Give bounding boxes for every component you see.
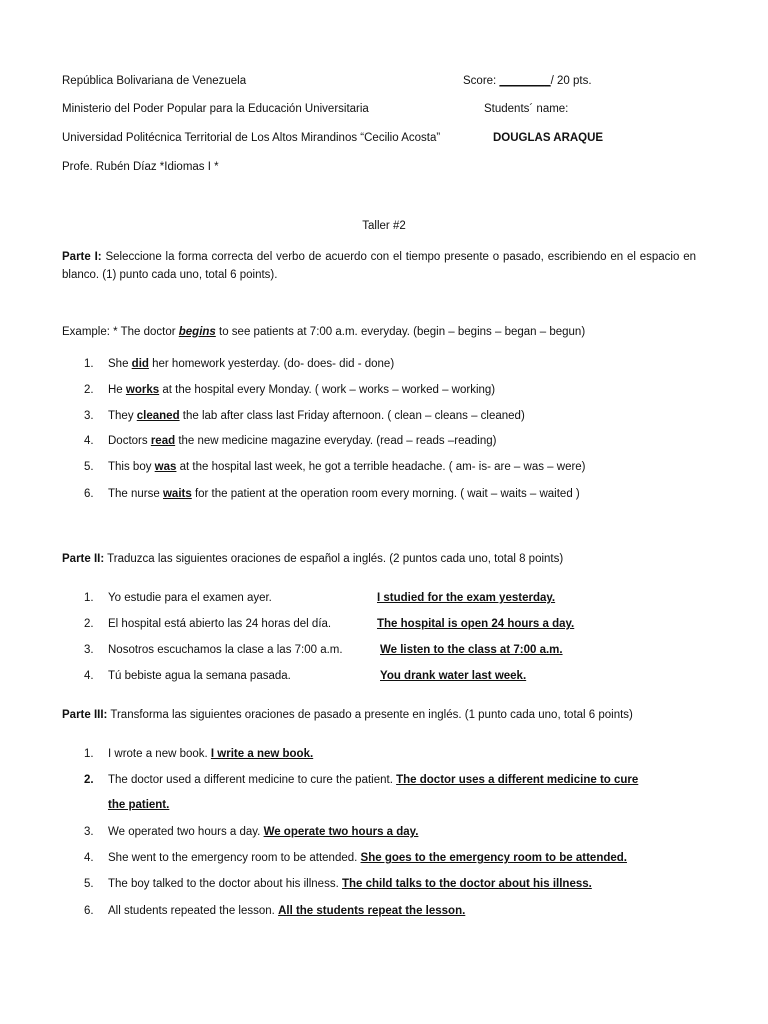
item-number: 4.: [84, 670, 94, 682]
example-prefix: Example: * The doctor: [62, 326, 179, 338]
header-professor: Profe. Rubén Díaz *Idiomas I *: [62, 161, 219, 173]
item-number: 2.: [84, 618, 94, 630]
score-suffix: / 20 pts.: [550, 75, 592, 87]
item-number: 1.: [84, 358, 94, 370]
item-spanish: Yo estudie para el examen ayer.: [108, 592, 272, 604]
item-sentence: She went to the emergency room to be attended.: [108, 852, 361, 864]
item-sentence: I wrote a new book.: [108, 748, 211, 760]
score-line: [463, 75, 592, 87]
item-answer: cleaned: [136, 410, 180, 422]
item-suffix: for the patient at the operation room every morning. ( wait – waits – waited ): [191, 488, 580, 500]
item-answer: I write a new book.: [210, 748, 314, 760]
item-number: 3.: [84, 410, 94, 422]
item-sentence: The doctor used a different medicine to cure the patient.: [108, 774, 397, 786]
item-answer: read: [150, 435, 176, 447]
item-number: 1.: [84, 592, 94, 604]
part1-item: [84, 461, 586, 473]
part1-item: [84, 358, 394, 370]
item-prefix: He: [108, 384, 126, 396]
part1-instruction-text: Seleccione la forma correcta del verbo de acuerdo con el tiempo presente o pasado, escribiendo en el espacio en blanco. (1) punto cada uno, total 6 points).: [62, 251, 696, 281]
worksheet-title: Taller #2: [362, 220, 406, 232]
item-answer: was: [154, 461, 177, 473]
part1-item: [84, 410, 525, 422]
student-name: DOUGLAS ARAQUE: [493, 132, 604, 144]
item-answer: works: [125, 384, 160, 396]
item-number: 1.: [84, 748, 94, 760]
part3-instruction-text: Transforma las siguientes oraciones de pasado a presente en inglés. (1 punto cada uno, total 6 points): [107, 709, 633, 721]
example-verb: begins: [178, 326, 216, 338]
item-suffix: her homework yesterday. (do- does- did - done): [148, 358, 395, 370]
part3-label: Parte III:: [62, 709, 108, 721]
item-suffix: the new medicine magazine everyday. (read – reads –reading): [175, 435, 497, 447]
part1-item: [84, 384, 495, 396]
part1-instruction: [62, 248, 696, 284]
part2-item: [84, 592, 272, 604]
part2-label: Parte II:: [62, 553, 105, 565]
students-name-label: Students´ name:: [484, 103, 569, 115]
item-number: 6.: [84, 488, 94, 500]
part2-answer: You drank water last week.: [380, 670, 527, 682]
item-answer: The child talks to the doctor about his illness.: [341, 878, 592, 890]
item-number: 4.: [84, 852, 94, 864]
item-sentence: We operated two hours a day.: [108, 826, 264, 838]
item-prefix: The nurse: [108, 488, 163, 500]
item-prefix: Doctors: [108, 435, 151, 447]
item-answer: did: [131, 358, 149, 370]
score-blank: ________: [499, 75, 551, 87]
item-answer: She goes to the emergency room to be attended.: [360, 852, 627, 864]
item-spanish: Tú bebiste agua la semana pasada.: [108, 670, 291, 682]
item-suffix: the lab after class last Friday afternoon. ( clean – cleans – cleaned): [179, 410, 525, 422]
item-number: 6.: [84, 905, 94, 917]
item-prefix: She: [108, 358, 132, 370]
part1-item: [84, 435, 496, 447]
item-prefix: This boy: [108, 461, 155, 473]
item-suffix: at the hospital every Monday. ( work – works – worked – working): [159, 384, 496, 396]
item-answer: The doctor uses a different medicine to cure: [396, 774, 639, 786]
part3-instruction: [62, 709, 633, 721]
item-number: 5.: [84, 461, 94, 473]
part1-label: Parte I:: [62, 251, 102, 263]
item-number: 2.: [84, 774, 94, 786]
part3-item: [84, 905, 465, 917]
part2-answer: I studied for the exam yesterday.: [377, 592, 556, 604]
item-suffix: at the hospital last week, he got a terrible headache. ( am- is- are – was – were): [176, 461, 586, 473]
header-ministry: Ministerio del Poder Popular para la Educación Universitaria: [62, 103, 369, 115]
part1-item: [84, 488, 580, 500]
item-answer-continuation: the patient.: [108, 799, 170, 811]
header-republic: República Bolivariana de Venezuela: [62, 75, 247, 87]
part1-example: [62, 326, 585, 338]
part3-item: [84, 748, 313, 760]
part3-item: [84, 852, 627, 864]
item-spanish: El hospital está abierto las 24 horas del día.: [108, 618, 332, 630]
part2-item: [84, 670, 291, 682]
item-prefix: They: [108, 410, 137, 422]
item-answer: We operate two hours a day.: [263, 826, 419, 838]
item-answer: All the students repeat the lesson.: [278, 905, 466, 917]
item-answer: waits: [162, 488, 192, 500]
part3-item: [84, 826, 418, 838]
part3-item: [84, 774, 638, 786]
part2-instruction-text: Traduzca las siguientes oraciones de español a inglés. (2 puntos cada uno, total 8 points): [104, 553, 564, 565]
part2-answer: We listen to the class at 7:00 a.m.: [380, 644, 563, 656]
item-sentence: The boy talked to the doctor about his illness.: [108, 878, 342, 890]
header-university: Universidad Politécnica Territorial de Los Altos Mirandinos “Cecilio Acosta”: [62, 132, 441, 144]
item-sentence: All students repeated the lesson.: [108, 905, 279, 917]
part2-item: [84, 618, 331, 630]
part2-item: [84, 644, 343, 656]
item-number: 5.: [84, 878, 94, 890]
part3-item: [84, 878, 592, 890]
item-number: 2.: [84, 384, 94, 396]
example-suffix: to see patients at 7:00 a.m. everyday. (begin – begins – began – begun): [215, 326, 586, 338]
item-number: 3.: [84, 644, 94, 656]
score-label: Score:: [463, 75, 500, 87]
item-number: 4.: [84, 435, 94, 447]
part2-instruction: [62, 553, 563, 565]
part2-answer: The hospital is open 24 hours a day.: [377, 618, 575, 630]
item-spanish: Nosotros escuchamos la clase a las 7:00 a.m.: [108, 644, 343, 656]
item-number: 3.: [84, 826, 94, 838]
